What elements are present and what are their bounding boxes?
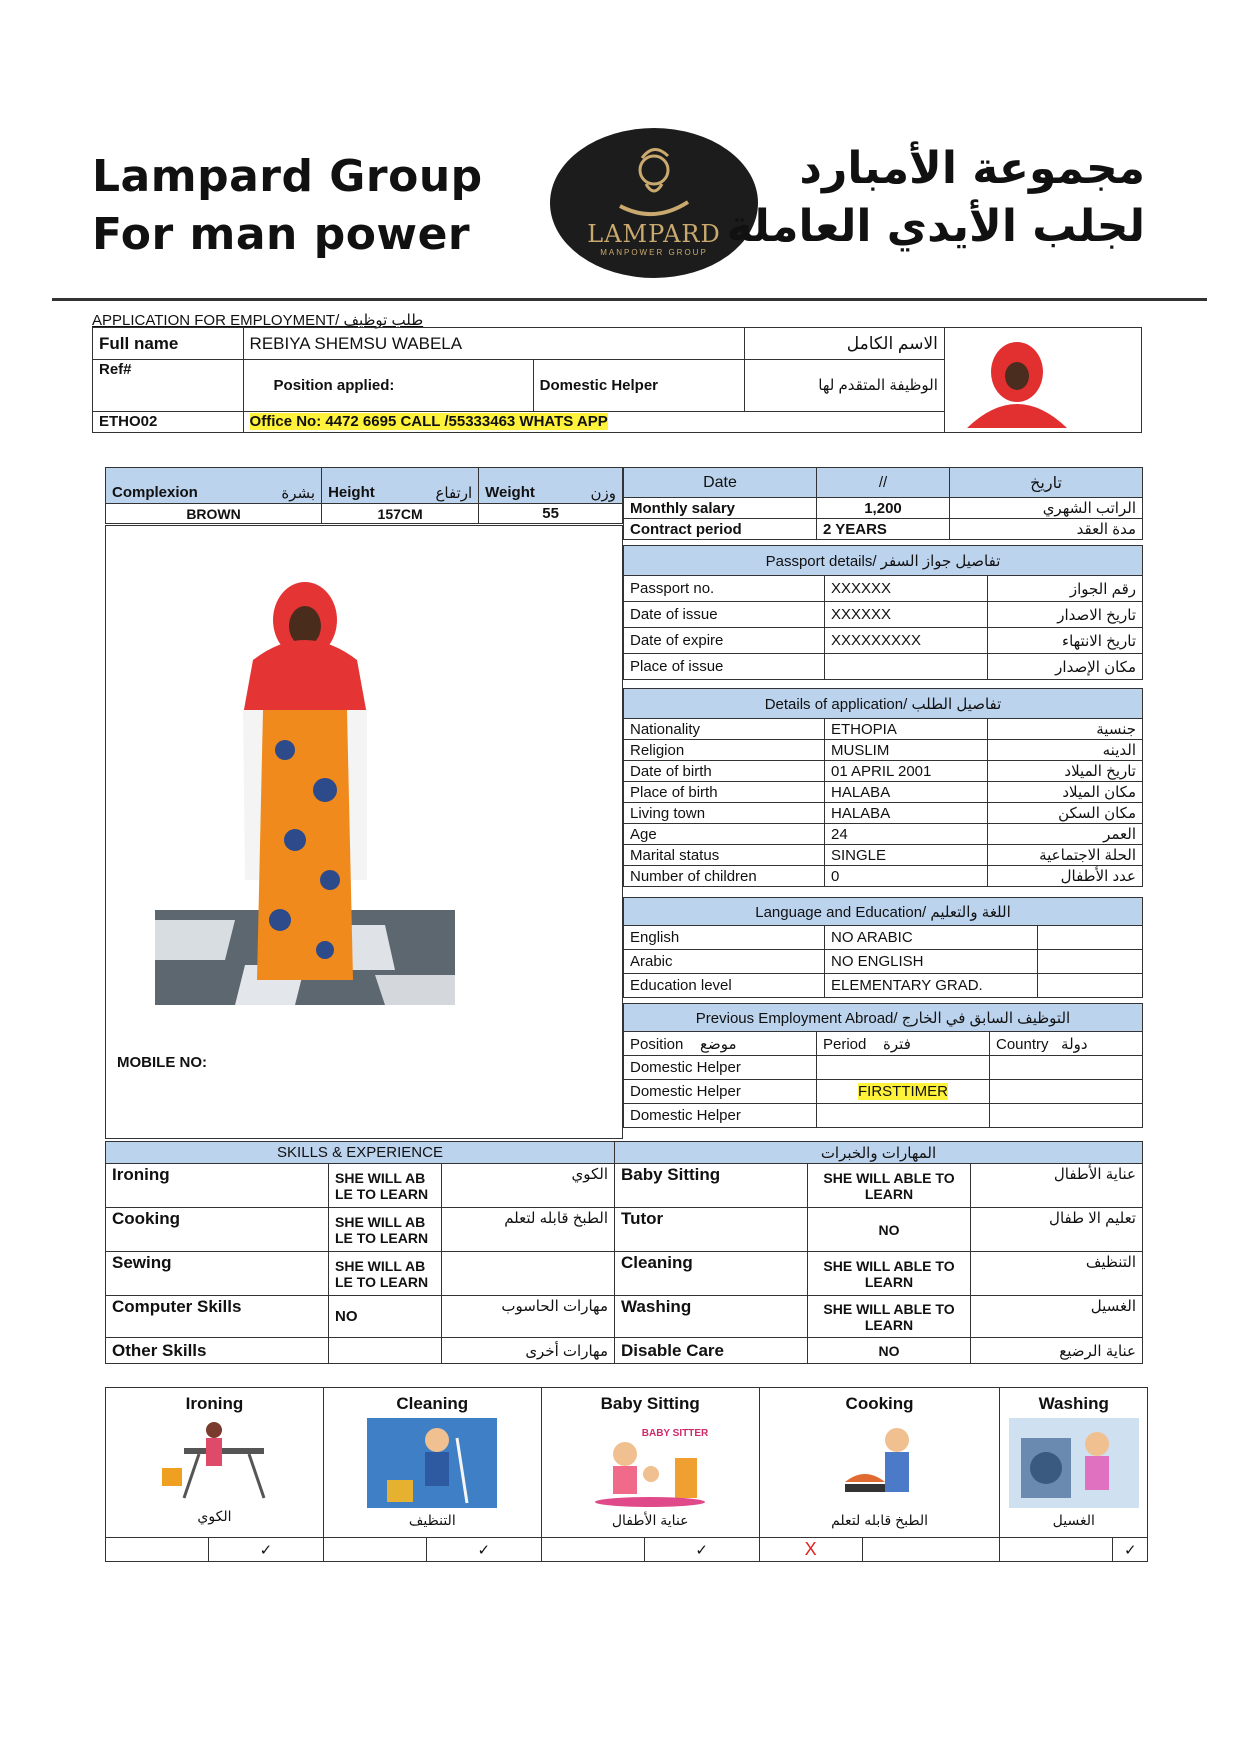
skills-section-ar: المهارات والخبرات bbox=[615, 1142, 1143, 1164]
skills-icons-table bbox=[105, 1387, 1148, 1562]
emp-country-ar: دولة bbox=[1061, 1035, 1088, 1053]
complexion-ar: بشرة bbox=[281, 485, 316, 502]
marital-status-label: Marital status bbox=[624, 845, 825, 866]
brand-name-ar: مجموعة الأمبارد لجلب الأيدي العاملة bbox=[726, 143, 1145, 252]
skill-tutor-ar: تعليم الا طفال bbox=[971, 1208, 1143, 1252]
emp-row-1-position: Domestic Helper bbox=[624, 1056, 817, 1080]
dob-ar: تاريخ الميلاد bbox=[988, 761, 1143, 782]
icon-title-cooking: Cooking bbox=[845, 1394, 914, 1413]
ref-label: Ref# bbox=[93, 360, 244, 411]
ironing-icon bbox=[154, 1418, 274, 1504]
children-ar: عدد الأطفال bbox=[988, 866, 1143, 887]
skill-ironing-label: Ironing bbox=[106, 1164, 329, 1208]
age-value: 24 bbox=[825, 824, 988, 845]
language-section-title: Language and Education/ اللغة والتعليم bbox=[624, 898, 1143, 926]
skill-cleaning-label: Cleaning bbox=[615, 1252, 808, 1296]
weight-ar: وزن bbox=[590, 485, 616, 502]
icon-ar-cooking: الطبخ قابله لتعلم bbox=[831, 1512, 928, 1528]
icon-ar-washing: الغسيل bbox=[1052, 1512, 1095, 1528]
full-name-value: REBIYA SHEMSU WABELA bbox=[243, 328, 745, 360]
salary-label: Monthly salary bbox=[624, 498, 817, 519]
skill-ironing-ar: الكوي bbox=[442, 1164, 615, 1208]
skill-cooking-label: Cooking bbox=[106, 1208, 329, 1252]
emp-row-2-period: FIRSTTIMER bbox=[858, 1083, 948, 1100]
nationality-label: Nationality bbox=[624, 719, 825, 740]
english-label: English bbox=[624, 926, 825, 950]
living-town-ar: مكان السكن bbox=[988, 803, 1143, 824]
washing-check: ✓ bbox=[1113, 1538, 1148, 1562]
skill-babysitting-value: SHE WILL ABLE TO LEARN bbox=[808, 1164, 971, 1208]
skill-tutor-value: NO bbox=[808, 1208, 971, 1252]
arabic-value: NO ENGLISH bbox=[825, 950, 1038, 974]
weight-value: 55 bbox=[479, 504, 623, 524]
applicant-photo-full bbox=[155, 580, 455, 1005]
dob-label: Date of birth bbox=[624, 761, 825, 782]
skill-other-label: Other Skills bbox=[106, 1338, 329, 1364]
salary-value: 1,200 bbox=[817, 498, 950, 519]
skill-cooking-ar: الطبخ قابله لتعلم bbox=[442, 1208, 615, 1252]
skill-disable-care-value: NO bbox=[808, 1338, 971, 1364]
cooking-icon bbox=[815, 1418, 945, 1508]
passport-no-label: Passport no. bbox=[624, 576, 825, 602]
complexion-label: Complexion bbox=[112, 484, 198, 501]
language-table bbox=[623, 897, 1143, 998]
emp-period-label: Period bbox=[823, 1035, 867, 1053]
children-value: 0 bbox=[825, 866, 988, 887]
birthplace-label: Place of birth bbox=[624, 782, 825, 803]
period-value: 2 YEARS bbox=[817, 519, 950, 540]
ironing-check: ✓ bbox=[209, 1538, 324, 1562]
emp-row-3-position: Domestic Helper bbox=[624, 1104, 817, 1128]
skills-table bbox=[105, 1141, 1143, 1364]
living-town-value: HALABA bbox=[825, 803, 988, 824]
emp-row-2-position: Domestic Helper bbox=[624, 1080, 817, 1104]
issue-place-ar: مكان الإصدار bbox=[988, 654, 1143, 680]
emp-row-1-period bbox=[817, 1056, 990, 1080]
applicant-photo-cell bbox=[944, 328, 1141, 433]
skill-ironing-value: SHE WILL AB LE TO LEARN bbox=[329, 1164, 442, 1208]
religion-ar: الدينه bbox=[988, 740, 1143, 761]
emp-period-ar: فترة bbox=[883, 1035, 911, 1053]
issue-date-value: XXXXXX bbox=[825, 602, 988, 628]
emp-country-label: Country bbox=[996, 1035, 1049, 1053]
complexion-value: BROWN bbox=[106, 504, 322, 524]
religion-label: Religion bbox=[624, 740, 825, 761]
religion-value: MUSLIM bbox=[825, 740, 988, 761]
header-divider bbox=[52, 298, 1207, 301]
brand-name-en: Lampard Group For man power bbox=[92, 151, 483, 260]
skill-washing-value: SHE WILL ABLE TO LEARN bbox=[808, 1296, 971, 1338]
height-label: Height bbox=[328, 484, 375, 501]
details-section-title: Details of application/ تفاصيل الطلب bbox=[624, 689, 1143, 719]
living-town-label: Living town bbox=[624, 803, 825, 824]
employment-section-title: Previous Employment Abroad/ التوظيف السابق في الخارج bbox=[624, 1004, 1143, 1032]
skill-computer-ar: مهارات الحاسوب bbox=[442, 1296, 615, 1338]
skill-cooking-value: SHE WILL AB LE TO LEARN bbox=[329, 1208, 442, 1252]
passport-table bbox=[623, 545, 1143, 680]
logo-text: LAMPARD bbox=[587, 220, 721, 248]
skill-disable-care-label: Disable Care bbox=[615, 1338, 808, 1364]
cleaning-icon bbox=[367, 1418, 497, 1508]
expire-date-ar: تاريخ الانتهاء bbox=[988, 628, 1143, 654]
icon-title-washing: Washing bbox=[1038, 1394, 1109, 1413]
skill-disable-care-ar: عناية الرضيع bbox=[971, 1338, 1143, 1364]
skill-sewing-ar bbox=[442, 1252, 615, 1296]
logo-subtext: MANPOWER GROUP bbox=[600, 248, 708, 257]
issue-place-label: Place of issue bbox=[624, 654, 825, 680]
physical-attributes-table bbox=[105, 467, 623, 524]
nationality-value: ETHOPIA bbox=[825, 719, 988, 740]
full-name-label: Full name bbox=[93, 328, 244, 360]
icon-title-ironing: Ironing bbox=[185, 1394, 244, 1413]
age-ar: العمر bbox=[988, 824, 1143, 845]
date-value: // bbox=[817, 468, 950, 498]
issue-date-ar: تاريخ الاصدار bbox=[988, 602, 1143, 628]
cleaning-check: ✓ bbox=[426, 1538, 541, 1562]
details-table bbox=[623, 688, 1143, 887]
skill-washing-ar: الغسيل bbox=[971, 1296, 1143, 1338]
nationality-ar: جنسية bbox=[988, 719, 1143, 740]
emp-position-label: Position bbox=[630, 1035, 684, 1053]
period-ar: مدة العقد bbox=[950, 519, 1143, 540]
skill-cleaning-value: SHE WILL ABLE TO LEARN bbox=[808, 1252, 971, 1296]
issue-place-value bbox=[825, 654, 988, 680]
applicant-photo-small bbox=[945, 328, 1105, 428]
skill-sewing-value: SHE WILL AB LE TO LEARN bbox=[329, 1252, 442, 1296]
arabic-label: Arabic bbox=[624, 950, 825, 974]
icon-ar-ironing: الكوي bbox=[197, 1508, 232, 1524]
birthplace-ar: مكان الميلاد bbox=[988, 782, 1143, 803]
salary-ar: الراتب الشهري bbox=[950, 498, 1143, 519]
babysitting-check: ✓ bbox=[644, 1538, 759, 1562]
education-label: Education level bbox=[624, 974, 825, 998]
skill-other-value bbox=[329, 1338, 442, 1364]
weight-label: Weight bbox=[485, 484, 535, 501]
icon-ar-cleaning: التنظيف bbox=[408, 1512, 456, 1528]
passport-no-ar: رقم الجواز bbox=[988, 576, 1143, 602]
english-value: NO ARABIC bbox=[825, 926, 1038, 950]
skill-computer-label: Computer Skills bbox=[106, 1296, 329, 1338]
icon-title-cleaning: Cleaning bbox=[396, 1394, 469, 1413]
skill-babysitting-ar: عناية الأطفال bbox=[971, 1164, 1143, 1208]
skill-computer-value: NO bbox=[329, 1296, 442, 1338]
height-ar: ارتفاع bbox=[435, 485, 473, 502]
passport-section-title: Passport details/ تفاصيل جواز السفر bbox=[624, 546, 1143, 576]
ref-value: ETHO02 bbox=[93, 411, 244, 432]
date-ar: تاريخ bbox=[950, 468, 1143, 498]
date-label: Date bbox=[624, 468, 817, 498]
position-label: Position applied: bbox=[243, 360, 533, 411]
skills-section-en: SKILLS & EXPERIENCE bbox=[106, 1142, 615, 1164]
icon-ar-babysitting: عناية الأطفال bbox=[611, 1512, 689, 1528]
birthplace-value: HALABA bbox=[825, 782, 988, 803]
position-value: Domestic Helper bbox=[533, 360, 745, 411]
marital-status-ar: الحلة الاجتماعية bbox=[988, 845, 1143, 866]
height-value: 157CM bbox=[322, 504, 479, 524]
position-ar: الوظيفة المتقدم لها bbox=[745, 360, 945, 411]
dob-value: 01 APRIL 2001 bbox=[825, 761, 988, 782]
employment-table bbox=[623, 1003, 1143, 1128]
expire-date-value: XXXXXXXXX bbox=[825, 628, 988, 654]
full-name-ar: الاسم الكامل bbox=[745, 328, 945, 360]
emp-position-ar: موضع bbox=[700, 1035, 737, 1053]
contract-table bbox=[623, 467, 1143, 540]
application-title: APPLICATION FOR EMPLOYMENT/ طلب توظيف bbox=[92, 312, 424, 329]
skill-cleaning-ar: التنظيف bbox=[971, 1252, 1143, 1296]
issue-date-label: Date of issue bbox=[624, 602, 825, 628]
marital-status-value: SINGLE bbox=[825, 845, 988, 866]
baby-sitter-sign: BABY SITTER bbox=[641, 1428, 709, 1439]
skill-washing-label: Washing bbox=[615, 1296, 808, 1338]
washing-icon bbox=[1009, 1418, 1139, 1508]
age-label: Age bbox=[624, 824, 825, 845]
emp-row-3-period bbox=[817, 1104, 990, 1128]
passport-no-value: XXXXXX bbox=[825, 576, 988, 602]
applicant-header-table bbox=[92, 327, 1142, 433]
icon-title-babysitting: Baby Sitting bbox=[600, 1394, 700, 1413]
skill-other-ar: مهارات أخرى bbox=[442, 1338, 615, 1364]
education-value: ELEMENTARY GRAD. bbox=[825, 974, 1038, 998]
cooking-cross-mark: X bbox=[804, 1539, 817, 1559]
office-contact: Office No: 4472 6695 CALL /55333463 WHATS APP bbox=[249, 413, 608, 431]
baby-sitting-icon bbox=[585, 1418, 715, 1508]
skill-babysitting-label: Baby Sitting bbox=[615, 1164, 808, 1208]
period-label: Contract period bbox=[624, 519, 817, 540]
skill-sewing-label: Sewing bbox=[106, 1252, 329, 1296]
mobile-label: MOBILE NO: bbox=[117, 1054, 207, 1071]
children-label: Number of children bbox=[624, 866, 825, 887]
skill-tutor-label: Tutor bbox=[615, 1208, 808, 1252]
expire-date-label: Date of expire bbox=[624, 628, 825, 654]
